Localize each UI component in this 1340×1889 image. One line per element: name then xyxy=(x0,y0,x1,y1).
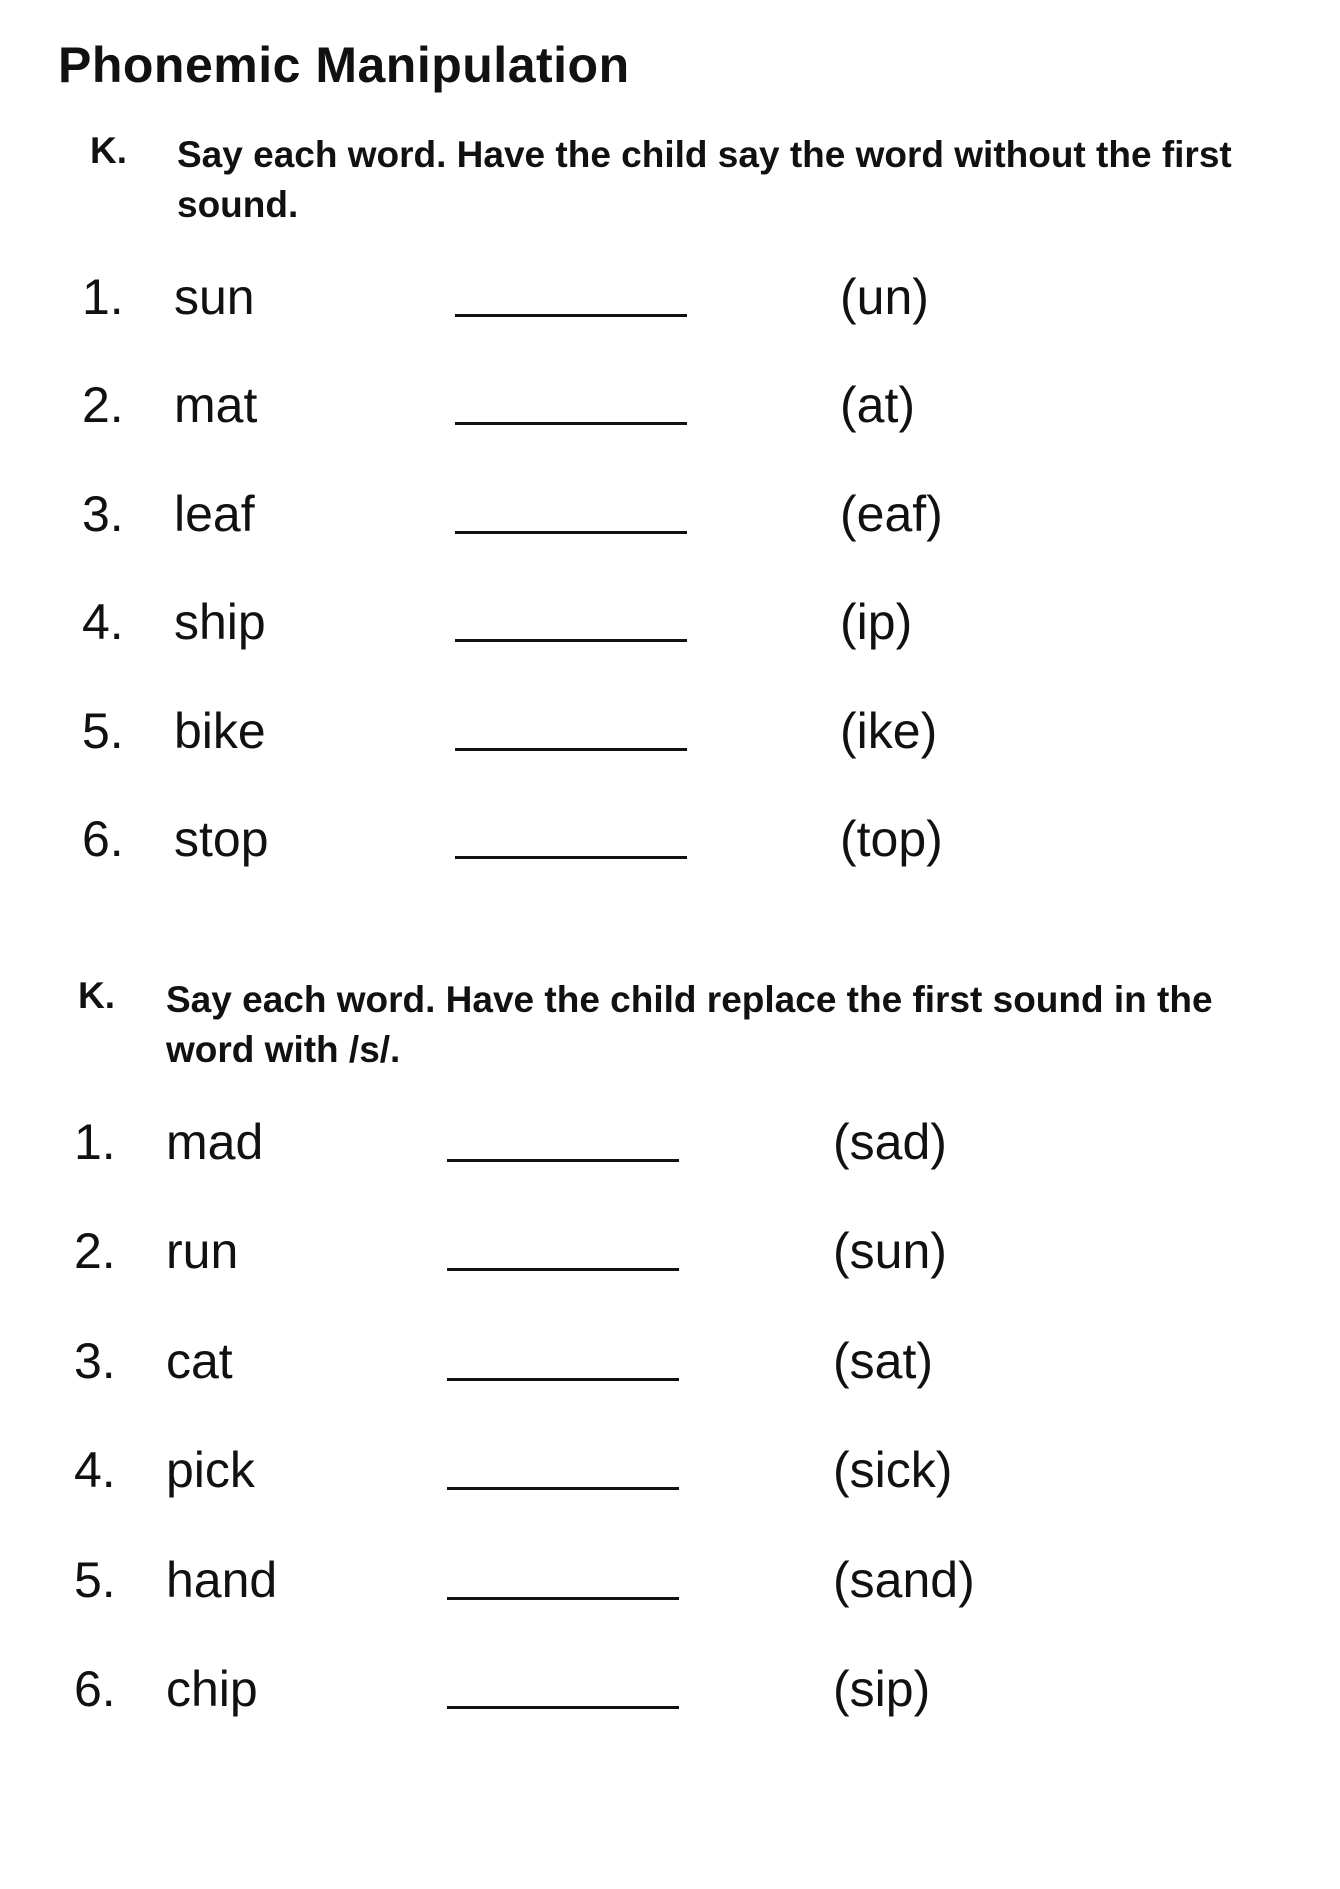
list-item xyxy=(0,485,1340,565)
answer-blank[interactable] xyxy=(455,314,687,317)
item-word: pick xyxy=(166,1442,255,1498)
item-number: 5. xyxy=(74,1552,116,1608)
answer-blank[interactable] xyxy=(447,1487,679,1490)
answer-blank[interactable] xyxy=(455,748,687,751)
item-word: hand xyxy=(166,1552,278,1608)
item-word: ship xyxy=(174,594,266,650)
item-word: stop xyxy=(174,811,269,867)
item-number: 1. xyxy=(74,1114,116,1170)
answer-blank[interactable] xyxy=(455,856,687,859)
section-letter: K. xyxy=(90,130,127,171)
item-word: run xyxy=(166,1223,239,1279)
item-answer: (at) xyxy=(840,377,915,433)
list-item xyxy=(0,268,1340,348)
item-number: 2. xyxy=(82,377,124,433)
item-answer: (eaf) xyxy=(840,486,943,542)
item-answer: (un) xyxy=(840,269,929,325)
answer-blank[interactable] xyxy=(447,1159,679,1162)
item-number: 3. xyxy=(74,1333,116,1389)
list-item xyxy=(0,1660,1340,1740)
answer-blank[interactable] xyxy=(455,639,687,642)
item-number: 6. xyxy=(82,811,124,867)
item-answer: (sat) xyxy=(833,1333,933,1389)
item-answer: (ike) xyxy=(840,703,938,759)
item-number: 6. xyxy=(74,1661,116,1717)
list-item xyxy=(0,1113,1340,1193)
list-item xyxy=(0,1441,1340,1521)
answer-blank[interactable] xyxy=(455,531,687,534)
answer-blank[interactable] xyxy=(447,1597,679,1600)
answer-blank[interactable] xyxy=(447,1706,679,1709)
item-word: mat xyxy=(174,377,258,433)
item-number: 4. xyxy=(82,594,124,650)
item-answer: (sick) xyxy=(833,1442,953,1498)
list-item xyxy=(0,376,1340,456)
item-answer: (sun) xyxy=(833,1223,947,1279)
list-item xyxy=(0,1332,1340,1412)
item-number: 5. xyxy=(82,703,124,759)
item-word: bike xyxy=(174,703,266,759)
item-number: 3. xyxy=(82,486,124,542)
item-answer: (top) xyxy=(840,811,943,867)
section-letter: K. xyxy=(78,975,115,1016)
list-item xyxy=(0,702,1340,782)
item-answer: (ip) xyxy=(840,594,913,650)
item-number: 2. xyxy=(74,1223,116,1279)
answer-blank[interactable] xyxy=(455,422,687,425)
item-number: 1. xyxy=(82,269,124,325)
page-title: Phonemic Manipulation xyxy=(58,37,630,93)
item-word: chip xyxy=(166,1661,258,1717)
list-item xyxy=(0,593,1340,673)
section-instruction: Say each word. Have the child replace the first sound in the word with /s/. xyxy=(166,979,1213,1070)
list-item xyxy=(0,1222,1340,1302)
list-item xyxy=(0,810,1340,890)
item-word: mad xyxy=(166,1114,264,1170)
item-word: cat xyxy=(166,1333,233,1389)
item-word: sun xyxy=(174,269,255,325)
item-number: 4. xyxy=(74,1442,116,1498)
answer-blank[interactable] xyxy=(447,1268,679,1271)
item-answer: (sad) xyxy=(833,1114,947,1170)
item-answer: (sand) xyxy=(833,1552,975,1608)
item-answer: (sip) xyxy=(833,1661,931,1717)
section-instruction: Say each word. Have the child say the word without the first sound. xyxy=(177,134,1232,225)
answer-blank[interactable] xyxy=(447,1378,679,1381)
list-item xyxy=(0,1551,1340,1631)
item-word: leaf xyxy=(174,486,255,542)
